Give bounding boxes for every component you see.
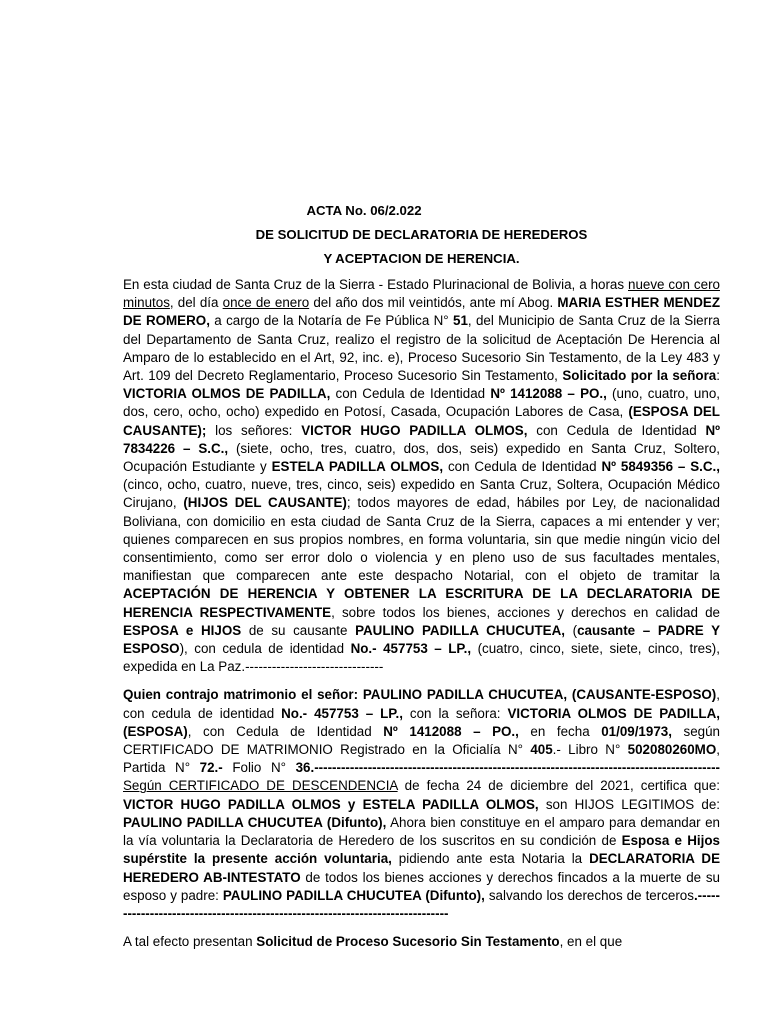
- purpose-text: ACEPTACIÓN DE HERENCIA Y OBTENER LA ESCRITURA DE LA DECLARATORIA DE HERENCIA RESPECTIVAMENTE: [123, 586, 720, 620]
- id-number: Nº 1412088 – PO.,: [383, 723, 519, 739]
- notary-number: 51: [453, 313, 468, 329]
- id-number: Nº 5849356 – S.C.,: [601, 459, 720, 475]
- document-subtitle-line1: DE SOLICITUD DE DECLARATORIA DE HEREDEROS: [255, 227, 588, 242]
- declaration-type: DECLARATORIA DE HEREDERO AB-INTESTATO: [123, 851, 720, 885]
- book-number: 502080260MO: [627, 742, 717, 758]
- deceased-name: PAULINO PADILLA CHUCUTEA (Difunto),: [123, 814, 387, 830]
- text-run: , Partida N°: [123, 742, 720, 776]
- heir-name: VICTOR HUGO PADILLA OLMOS,: [301, 422, 528, 438]
- id-number: Nº 7834226 – S.C.,: [123, 422, 721, 456]
- text-run: (cuatro, cinco, siete, siete, cinco, tres), expedida en La Paz.-------------------------------: [123, 641, 720, 675]
- text-run: salvando los derechos de terceros: [484, 887, 694, 903]
- office-number: 405: [530, 742, 553, 758]
- folio-number: 36.-------------------------------------------------------------------------------------------: [295, 760, 720, 776]
- heir-name: ESTELA PADILLA OLMOS,: [271, 459, 444, 475]
- entry-number: 72.-: [199, 760, 223, 776]
- text-run: .- Libro N°: [552, 742, 628, 758]
- text-run: en fecha: [518, 723, 602, 739]
- role-label: ESPOSA e HIJOS: [123, 622, 242, 638]
- text-run: A tal efecto presentan: [123, 934, 257, 950]
- hour-text: nueve con cero minutos: [123, 277, 720, 311]
- text-run: , del día: [169, 295, 223, 311]
- text-run: son HIJOS LEGITIMOS de:: [538, 796, 721, 812]
- text-run: , con Cedula de Identidad: [187, 723, 384, 739]
- heirs-names: VICTOR HUGO PADILLA OLMOS y ESTELA PADILLA OLMOS,: [123, 796, 539, 812]
- spouse-name: VICTORIA OLMOS DE PADILLA, (ESPOSA): [123, 705, 720, 739]
- document-subtitle-line2: Y ACEPTACION DE HERENCIA.: [323, 251, 520, 266]
- text-run: con Cedula de Identidad: [330, 386, 491, 402]
- heirs-condition: Esposa e Hijos supérstite la presente acción voluntaria,: [123, 833, 720, 867]
- text-run: los señores:: [206, 422, 302, 438]
- deceased-name: PAULINO PADILLA CHUCUTEA (Difunto),: [222, 887, 485, 903]
- descent-certificate: Según CERTIFICADO DE DESCENDENCIA: [123, 778, 398, 794]
- id-number: No.- 457753 – LP.,: [350, 641, 472, 657]
- text-run: según CERTIFICADO DE MATRIMONIO Registrado en la Oficialía N°: [123, 723, 720, 758]
- text-run: con Cedula de Identidad: [443, 459, 602, 475]
- text-run: ), con cedula de identidad: [179, 641, 351, 657]
- text-run: (uno, cuatro, uno, dos, cero, ocho, ocho) expedido en Potosí, Casada, Ocupación Labores de Casa,: [123, 386, 720, 420]
- document-title: ACTA No. 06/2.022: [306, 203, 422, 218]
- text-run: :: [716, 368, 720, 384]
- text-run: , sobre todos los bienes, acciones y derechos en calidad de: [331, 604, 720, 620]
- id-number: No.- 457753 – LP.,: [281, 705, 403, 721]
- request-title: Solicitud de Proceso Sucesorio Sin Testamento: [256, 934, 560, 950]
- text-run: con la señora:: [402, 705, 508, 721]
- text-run: , con cedula de identidad: [123, 687, 720, 721]
- text-run: de su causante: [241, 622, 356, 638]
- requested-by-label: Solicitado por la señora: [562, 368, 717, 384]
- text-run: (siete, ocho, tres, cuatro, dos, dos, seis) expedido en Santa Cruz, Soltero, Ocupación Estudiante y: [123, 440, 720, 475]
- paragraph-request: [123, 933, 720, 951]
- dash-fill: .------------------------------------------------------------------------------: [123, 887, 720, 921]
- text-run: En esta ciudad de Santa Cruz de la Sierra - Estado Plurinacional de Bolivia, a horas: [123, 277, 628, 292]
- marriage-statement: Quien contrajo matrimonio el señor: PAULINO PADILLA CHUCUTEA, (CAUSANTE-ESPOSO): [123, 687, 717, 703]
- text-run: de fecha 24 de diciembre del 2021, certifica que:: [397, 778, 720, 794]
- text-run: (: [564, 622, 578, 638]
- paragraph-marriage: [123, 686, 720, 923]
- text-run: a cargo de la Notaría de Fe Pública N°: [209, 313, 453, 329]
- text-run: (cinco, ocho, cuatro, nueve, tres, cinco, seis) expedido en Santa Cruz, Soltera, Ocupación Médico Cirujano,: [123, 477, 720, 511]
- text-run: , en el que: [559, 934, 623, 950]
- role-label: (ESPOSA DEL CAUSANTE);: [123, 404, 720, 438]
- date-text: once de enero: [222, 295, 310, 311]
- applicant-name: VICTORIA OLMOS DE PADILLA,: [123, 386, 331, 402]
- text-run: pidiendo ante esta Notaria la: [391, 851, 590, 867]
- role-label: (HIJOS DEL CAUSANTE): [183, 495, 347, 511]
- notary-name: MARIA ESTHER MENDEZ DE ROMERO,: [123, 295, 720, 329]
- text-run: del año dos mil veintidós, ante mí Abog.: [309, 295, 558, 311]
- text-run: Folio N°: [222, 760, 296, 776]
- text-run: Ahora bien constituye en el amparo para demandar en la vía voluntaria la Declaratoria de Heredero de los suscritos en su condición de: [123, 814, 720, 849]
- paragraph-intro: [123, 276, 720, 676]
- text-run: con Cedula de Identidad: [527, 422, 706, 438]
- text-run: , del Municipio de Santa Cruz de la Sierra del Departamento de Santa Cruz, realizo el registro de la solicitud de Aceptación De Herencia al Amparo de lo establecido en el Art, 92, inc. e), Proceso Sucesorio Sin Testamento, de la Ley 483 y Art. 109 del Decreto Reglamentario, Proceso Sucesorio Sin Testamento,: [123, 313, 720, 384]
- id-number: Nº 1412088 – PO.,: [490, 386, 607, 402]
- marriage-date: 01/09/1973,: [601, 723, 672, 739]
- text-run: de todos los bienes acciones y derechos fincados a la muerte de su esposo y padre:: [123, 869, 721, 903]
- role-label: causante – PADRE Y ESPOSO: [123, 622, 721, 657]
- text-run: ; todos mayores de edad, hábiles por Ley, de nacionalidad Boliviana, con domicilio en esta ciudad de Santa Cruz de la Sierra, capaces a mi entender y ver; quienes comparecen en sus propios nombres, en forma voluntaria, sin que medie ningún vicio del consentimiento, como ser error dolo o violencia y en pleno uso de sus facultades mentales, manifiestan que comparecen ante este despacho Notarial, con el objeto de tramitar la: [123, 495, 720, 584]
- deceased-name: PAULINO PADILLA CHUCUTEA,: [355, 622, 565, 638]
